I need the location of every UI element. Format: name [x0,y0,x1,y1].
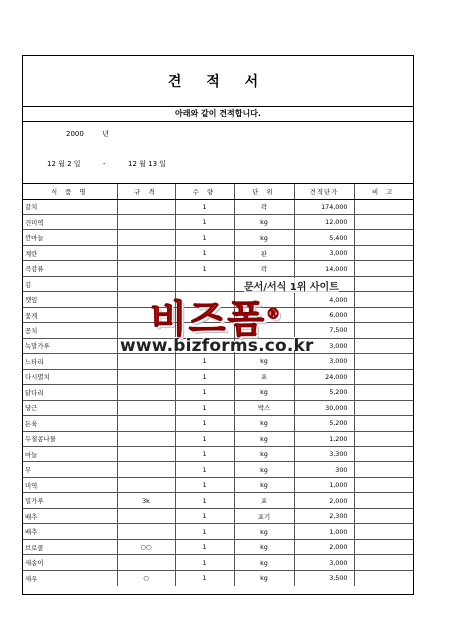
estimate-table [23,184,413,586]
watermark-logo-text: 비즈폼 [150,297,267,341]
cell-unit: 곽 [234,261,294,276]
watermark-site-text: 문서/서식 1위 사이트 [244,278,339,293]
cell-remarks [354,230,413,245]
cell-unit-price: 1,000 [294,524,354,539]
cell-remarks [354,462,413,477]
cell-unit: 포기 [234,508,294,523]
year-value: 2000 [66,130,84,138]
cell-spec [117,477,175,492]
cell-spec [117,369,175,384]
cell-item-name: 건미역 [23,214,117,229]
table-row [23,214,413,229]
cell-item-name: 녹말가루 [23,338,117,353]
cell-item-name: 미역 [23,477,117,492]
cell-unit-price: 4,000 [294,292,354,307]
cell-unit: kg [234,570,294,585]
cell-unit: kg [234,462,294,477]
cell-spec: ○○ [117,539,175,554]
cell-quantity: 1 [175,385,234,400]
table-row [23,477,413,492]
cell-item-name: 두절콩나물 [23,431,117,446]
cell-unit-price: 3,000 [294,354,354,369]
cell-unit: 포 [234,369,294,384]
cell-unit-price: 6,000 [294,307,354,322]
header-unit-price: 견적단가 [294,184,354,199]
cell-unit: kg [234,354,294,369]
cell-remarks [354,245,413,260]
table-row [23,400,413,415]
cell-remarks [354,400,413,415]
cell-spec [117,230,175,245]
document-title: 견 적 서 [23,56,413,107]
cell-quantity: 1 [175,400,234,415]
cell-unit: kg [234,477,294,492]
cell-unit-price: 5,200 [294,416,354,431]
cell-remarks [354,447,413,462]
registered-mark-icon: ® [266,306,283,323]
cell-unit: kg [234,416,294,431]
cell-item-name: 배추 [23,524,117,539]
cell-unit-price: 14,000 [294,261,354,276]
cell-remarks [354,199,413,214]
cell-spec [117,245,175,260]
watermark-logo [150,288,282,343]
cell-remarks [354,214,413,229]
cell-quantity: 1 [175,508,234,523]
cell-unit-price: 24,000 [294,369,354,384]
watermark [120,274,380,364]
cell-unit-price: 1,000 [294,477,354,492]
cell-quantity: 1 [175,539,234,554]
cell-unit: kg [234,214,294,229]
cell-quantity: 1 [175,261,234,276]
cell-spec [117,508,175,523]
cell-spec: 3k [117,493,175,508]
table-row [23,199,413,214]
document-subtitle: 아래와 같이 견적합니다. [23,107,413,122]
cell-quantity: 1 [175,230,234,245]
cell-unit-price: 2,000 [294,493,354,508]
cell-spec [117,400,175,415]
cell-quantity: 1 [175,524,234,539]
cell-quantity: 1 [175,199,234,214]
year-unit: 년 [102,130,110,138]
cell-unit: 포 [234,493,294,508]
cell-unit-price: 7,500 [294,323,354,338]
cell-unit-price: 5,400 [294,230,354,245]
period-separator: - [103,160,106,168]
cell-item-name: 돈육 [23,416,117,431]
table-row [23,508,413,523]
cell-quantity: 1 [175,477,234,492]
cell-quantity: 1 [175,245,234,260]
cell-item-name: 당근 [23,400,117,415]
table-row [23,462,413,477]
cell-spec [117,524,175,539]
cell-item-name: 새우 [25,574,38,583]
table-row [23,385,413,400]
cell-unit-price: 3,000 [294,338,354,353]
cell-unit-price: 3,000 [294,555,354,570]
table-row [23,431,413,446]
cell-unit-price: 2,300 [294,508,354,523]
cell-item-name: 깐마늘 [23,230,117,245]
cell-remarks [354,416,413,431]
cell-remarks [354,539,413,554]
cell-quantity: 1 [175,354,234,369]
cell-item-name: 브로콜 [23,539,117,554]
cell-spec [117,447,175,462]
header-unit: 단 위 [234,184,294,199]
period-line [47,159,166,169]
cell-spec: ○ [117,570,175,585]
cell-item-name: 무 [23,462,117,477]
cell-item-name: 계란 [23,245,117,260]
cell-remarks [354,385,413,400]
cell-spec [117,199,175,214]
cell-spec [117,462,175,477]
table-row [23,493,413,508]
cell-unit: kg [234,555,294,570]
cell-spec [117,385,175,400]
cell-item-name: 마늘 [23,447,117,462]
header-quantity: 수 량 [175,184,234,199]
cell-item-name: 꽁치 [23,323,117,338]
cell-unit: kg [234,431,294,446]
table-row [23,416,413,431]
cell-remarks [354,431,413,446]
cell-quantity: 1 [175,555,234,570]
cell-quantity: 1 [175,570,234,585]
table-row [23,555,413,570]
table-row [23,570,413,585]
cell-quantity: 1 [175,462,234,477]
cell-unit-price: 5,200 [294,385,354,400]
cell-unit-price: 30,000 [294,400,354,415]
cell-unit: kg [234,230,294,245]
cell-unit: 곽 [234,199,294,214]
cell-quantity: 1 [175,447,234,462]
table-row [23,524,413,539]
cell-quantity: 1 [175,214,234,229]
cell-unit-price: 174,000 [294,199,354,214]
cell-remarks [354,508,413,523]
cell-quantity: 1 [175,416,234,431]
cell-spec [117,555,175,570]
cell-item-name: 다시멸치 [23,369,117,384]
cell-unit: kg [234,524,294,539]
cell-spec [117,214,175,229]
table-row [23,539,413,554]
table-row [23,447,413,462]
cell-unit: kg [234,447,294,462]
cell-quantity: 1 [175,493,234,508]
watermark-url: www.bizforms.co.kr [120,336,314,356]
cell-unit-price: 1,200 [294,431,354,446]
cell-remarks [354,369,413,384]
cell-item-name: 김 [23,276,117,291]
cell-item-name: 배추 [23,508,117,523]
cell-unit: 박스 [234,400,294,415]
cell-unit-price: 3,000 [294,245,354,260]
period-end: 12 월 13 일 [128,160,167,168]
cell-remarks [354,493,413,508]
cell-item-name: 밀가루 [23,493,117,508]
table-header-row [23,184,413,199]
cell-item-name: 갈치 [23,199,117,214]
cell-remarks [354,555,413,570]
cell-item-name: 느타리 [23,354,117,369]
period-start: 12 월 2 일 [47,160,81,168]
cell-unit-price: 2,000 [294,539,354,554]
cell-item-name: 꽃게 [23,307,117,322]
cell-unit-price: 12,000 [294,214,354,229]
cell-quantity: 1 [175,369,234,384]
cell-unit: kg [234,385,294,400]
cell-remarks [354,477,413,492]
cell-item-name: 곡감류 [23,261,117,276]
cell-item-name: 깻잎 [23,292,117,307]
table-row [23,369,413,384]
cell-unit-price: 300 [294,462,354,477]
table-row [23,230,413,245]
header-spec: 규 격 [117,184,175,199]
cell-unit-price: 3,300 [294,447,354,462]
cell-item-name: 새송이 [23,555,117,570]
table-row [23,245,413,260]
year-line [66,129,109,139]
cell-unit: kg [234,539,294,554]
cell-quantity: 1 [175,431,234,446]
cell-unit: 판 [234,245,294,260]
cell-remarks [354,570,413,585]
cell-spec [117,431,175,446]
cell-unit-price: 3,500 [294,570,354,585]
cell-remarks [354,524,413,539]
header-item-name: 식 품 명 [23,184,117,199]
cell-item-name: 닭다리 [23,385,117,400]
cell-spec [117,416,175,431]
header-remarks: 비 고 [354,184,413,199]
info-section [23,122,413,184]
